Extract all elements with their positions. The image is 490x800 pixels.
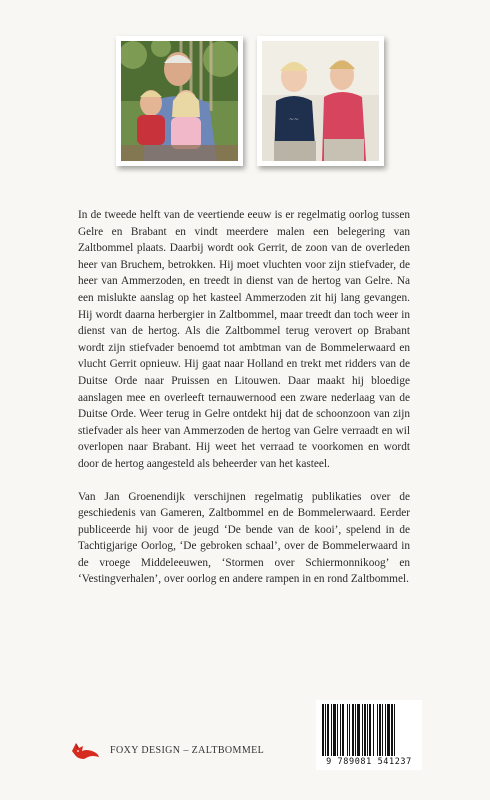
isbn-barcode bbox=[316, 700, 422, 770]
photo-children-image bbox=[262, 41, 379, 161]
fox-icon bbox=[70, 739, 100, 761]
photo-two-children bbox=[257, 36, 384, 166]
publisher-imprint bbox=[70, 736, 264, 764]
back-cover-text bbox=[78, 207, 410, 588]
synopsis-paragraph: In de tweede helft van de veertiende eeuw is er regelmatig oorlog tussen Gelre en Brabant en vindt meerdere malen een belegering van Zaltbommel plaats. Daarbij wordt ook Gerrit, de zoon van de overleden heer van Bruchem, betrokken. Hij moet vluchten voor zijn stiefvader, de heer van Ammerzoden, en treedt in dienst van de hertog van Gelre. Na een mislukte aanslag op het kasteel Ammerzoden zit hij lang gevangen. Hij wordt daarna herbergier in Zaltbommel, maar treedt dan toch weer in dienst van de hertog. Als die Zaltbommel terug verovert op Brabant wordt zijn stiefvader benoemd tot ambtman van de Bommelerwaard en vlucht Gerrit opnieuw. Hij gaat naar Holland en trekt met ridders van de Duitse Orde naar Pruissen en Litouwen. Daar maakt hij bloedige aanslagen mee en overleeft ternauwernood een zware nederlaag van de Duitse Orde. Weer terug in Gelre ontdekt hij dat de schoonzoon van zijn stiefvader als heer van Ammerzoden de hertog van Gelre verraadt en wil overlopen naar Brabant. Hij weet het verraad te voorkomen en wordt door de hertog aangesteld als beheerder van het kasteel. bbox=[78, 209, 410, 470]
publisher-name: FOXY DESIGN – ZALTBOMMEL bbox=[110, 744, 265, 756]
svg-text:~~: ~~ bbox=[288, 116, 300, 123]
barcode-bars bbox=[320, 704, 418, 756]
photo-grandfather-image bbox=[121, 41, 238, 161]
author-paragraph: Van Jan Groenendijk verschijnen regelmatig publikaties over de geschiedenis van Gameren, Zaltbommel en de Bommelerwaard. Eerder publiceerde hij voor de jeugd ‘De bende van de kooi’, spelend in de Tachtigjarige Oorlog, ‘De gebroken schaal’, over de Bommelerwaard in de vroege Middeleeuwen, ‘Stormen over Schiermonnikoog’ en ‘Vestingverhalen’, over oorlog en andere rampen in en rond Zaltbommel. bbox=[78, 490, 410, 586]
photo-grandfather-with-children bbox=[116, 36, 243, 166]
isbn-number: 9 789081 541237 bbox=[326, 757, 412, 767]
